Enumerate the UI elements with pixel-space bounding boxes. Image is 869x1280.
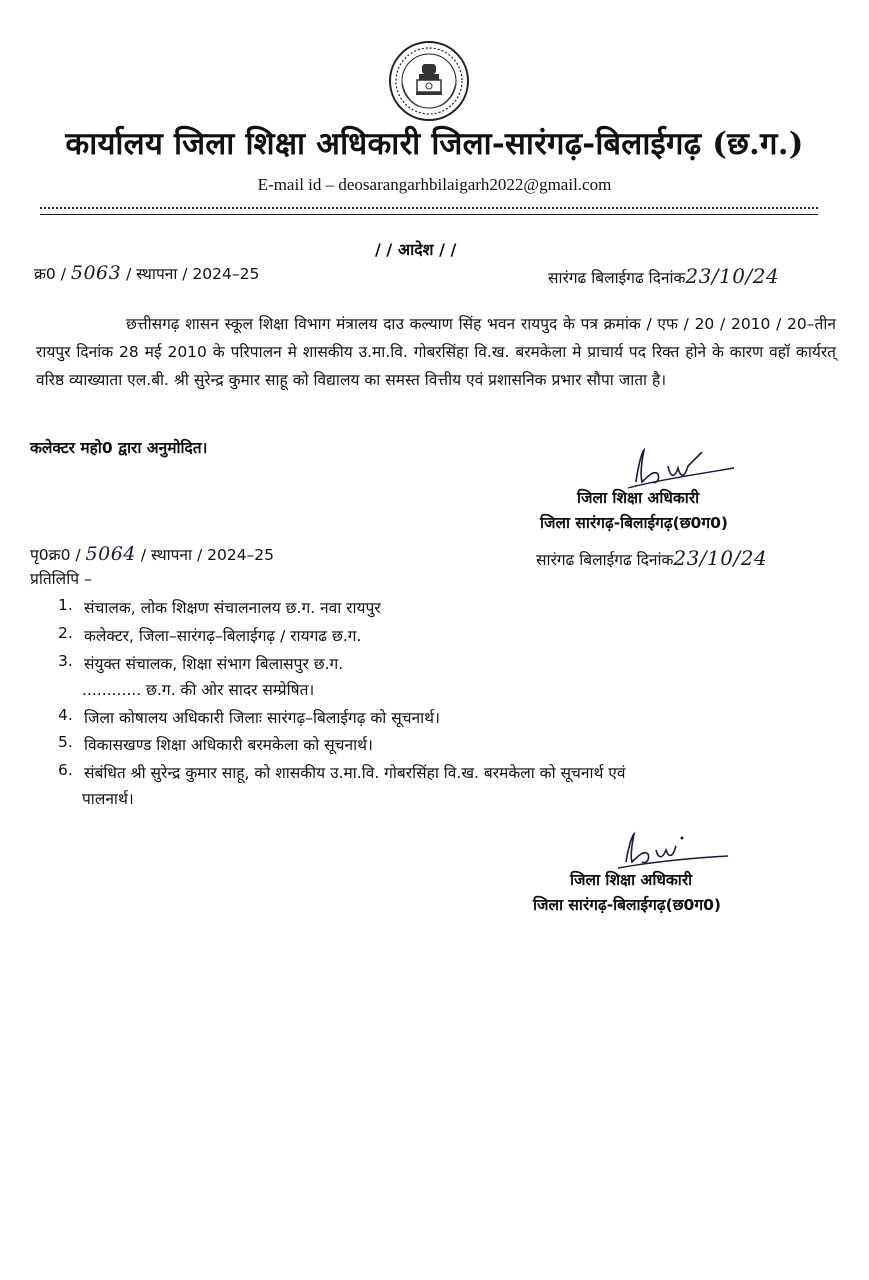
copy-label: प्रतिलिपि – — [30, 570, 92, 588]
copy-ref-number: 5064 — [85, 543, 136, 565]
list-item-number: 4. — [58, 706, 73, 724]
list-item: कलेक्टर, जिला–सारंगढ़–बिलाईगढ़ / रायगढ छ.ग. — [84, 627, 362, 645]
collector-approval: कलेक्टर महो0 द्वारा अनुमोदित। — [30, 439, 208, 457]
copy-date-label: सारंगढ बिलाईगढ दिनांक — [536, 551, 674, 569]
order-title: / / आदेश / / — [375, 240, 457, 259]
officer-signature-icon — [612, 828, 732, 872]
list-item-number: 3. — [58, 652, 73, 670]
order-ref-prefix: क्र0 / — [34, 265, 66, 283]
office-title: कार्यालय जिला शिक्षा अधिकारी जिला-सारंगढ़-बिलाईगढ़ (छ.ग.) — [65, 126, 804, 162]
copy-ref-suffix: / स्थापना / 2024–25 — [140, 546, 275, 564]
copy-signatory-district: जिला सारंगढ़-बिलाईगढ़(छ0ग0) — [533, 896, 721, 914]
copy-signatory-title: जिला शिक्षा अधिकारी — [570, 871, 693, 889]
list-item-number: 6. — [58, 761, 73, 779]
list-item-number: 1. — [58, 596, 73, 614]
list-item: संबंधित श्री सुरेन्द्र कुमार साहू, को शासकीय उ.मा.वि. गोबरसिंहा वि.ख. बरमकेला को सूचनार्थ एवं — [84, 764, 626, 782]
header-divider-solid — [40, 214, 818, 215]
copy-ref-prefix: पृ0क्र0 / — [30, 546, 81, 564]
list-item: संचालक, लोक शिक्षण संचालनालय छ.ग. नवा रायपुर — [84, 599, 381, 617]
order-date — [548, 264, 779, 288]
order-reference — [34, 262, 259, 284]
list-item-continuation: पालनार्थ। — [82, 790, 134, 808]
order-date-value: 23/10/24 — [685, 264, 780, 288]
list-item: संयुक्त संचालक, शिक्षा संभाग बिलासपुर छ.ग. — [84, 655, 344, 673]
copy-reference — [30, 543, 274, 565]
office-email: E-mail id – deosarangarhbilaigarh2022@gmail.com — [257, 175, 612, 194]
list-item: विकासखण्ड शिक्षा अधिकारी बरमकेला को सूचनार्थ। — [84, 736, 373, 754]
state-emblem-icon — [388, 40, 470, 122]
order-ref-suffix: / स्थापना / 2024–25 — [126, 265, 260, 283]
order-body-text: छत्तीसगढ़ शासन स्कूल शिक्षा विभाग मंत्रालय दाउ कल्याण सिंह भवन रायपुद के पत्र क्रमांक / एफ / 20 / 2010 / 20–तीन रायपुर दिनांक 28 मई 2010 के परिपालन मे शासकीय उ.मा.वि. गोबरसिंहा वि.ख. बरमकेला मे प्राचार्य पद रिक्त होने के कारण वहॉ कार्यरत् वरिष्ठ व्याख्याता एल.बी. श्री सुरेन्द्र कुमार साहू को विद्यालय का समस्त वित्तीय एवं प्रशासनिक प्रभार सौपा जाता है। — [36, 315, 836, 389]
header-divider-dotted — [40, 207, 818, 209]
copy-date-value: 23/10/24 — [673, 546, 768, 570]
order-signatory-district: जिला सारंगढ़-बिलाईगढ़(छ0ग0) — [540, 514, 728, 532]
list-item-continuation: ............ छ.ग. की ओर सादर सम्प्रेषित। — [82, 681, 315, 699]
order-ref-number: 5063 — [70, 262, 122, 284]
list-item-number: 2. — [58, 624, 73, 642]
list-item-number: 5. — [58, 733, 73, 751]
list-item: जिला कोषालय अधिकारी जिलाः सारंगढ़–बिलाईगढ़ को सूचनार्थ। — [84, 709, 440, 727]
copy-date — [536, 546, 767, 570]
order-signatory-title: जिला शिक्षा अधिकारी — [577, 489, 700, 507]
order-body — [36, 310, 836, 394]
order-date-label: सारंगढ बिलाईगढ दिनांक — [548, 269, 686, 287]
